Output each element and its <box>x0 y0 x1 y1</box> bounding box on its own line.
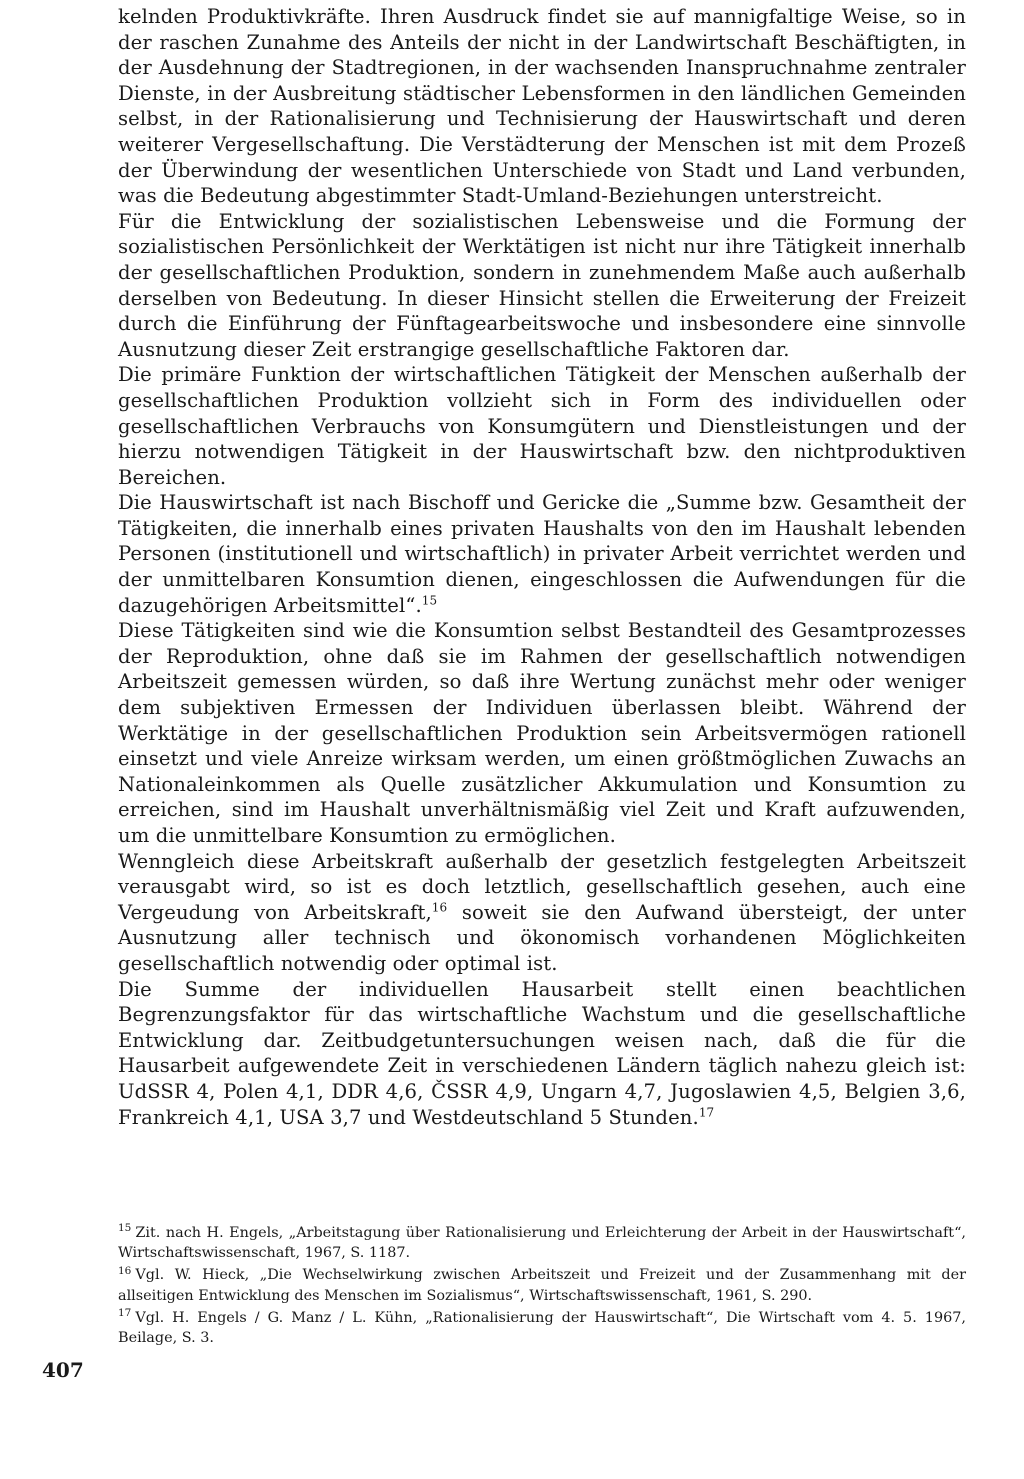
paragraph <box>118 618 966 848</box>
footnote-ref-16[interactable]: 16 <box>431 900 448 915</box>
paragraph-text: Die Summe der individuellen Hausarbeit stellt einen beachtlichen Begrenzungsfaktor für das wirtschaftliche Wachstum und die gesellschaftliche Entwicklung dar. Zeitbudgetuntersuchungen weisen nach, daß die für die Hausarbeit aufgewendete Zeit in verschiedenen Ländern täglich nahezu gleich ist: UdSSR 4, Polen 4,1, DDR 4,6, ČSSR 4,9, Ungarn 4,7, Jugoslawien 4,5, Belgien 3,6, Frankreich 4,1, USA 3,7 und Westdeutschland 5 Stunden. <box>118 977 966 1129</box>
paragraph-text: Die Hauswirtschaft ist nach Bischoff und Gericke die „Summe bzw. Gesamtheit der Tätigkeiten, die innerhalb eines privaten Haushalts von den im Haushalt lebenden Personen (institutionell und wirtschaftlich) in privater Arbeit verrichtet werden und der unmittelbaren Konsumtion dienen, eingeschlossen die Aufwendungen für die dazugehörigen Arbeitsmittel“. <box>118 491 966 617</box>
footnote-ref-17[interactable]: 17 <box>698 1105 715 1119</box>
paragraph <box>118 4 966 209</box>
footnote-number: 16 <box>118 1264 132 1277</box>
paragraph <box>118 209 966 363</box>
paragraph <box>118 849 966 977</box>
paragraph-text: soweit sie den Aufwand übersteigt, der unter Ausnutzung aller technisch und ökonomisch vorhandenen Möglichkeiten gesellschaftlich notwendig oder optimal ist. <box>118 900 966 975</box>
paragraph <box>118 977 966 1131</box>
footnote-15 <box>118 1223 966 1264</box>
footnote-number: 15 <box>118 1222 132 1235</box>
paragraph-text: Wenngleich diese Arbeitskraft außerhalb der gesetzlich festgelegten Arbeitszeit verausgabt wird, so ist es doch letztlich, gesellschaftlich gesehen, auch eine Vergeudung von Arbeitskraft, <box>118 849 966 924</box>
footnote-number: 17 <box>118 1307 132 1320</box>
footnote-text: Vgl. H. Engels / G. Manz / L. Kühn, „Rationalisierung der Hauswirtschaft“, Die Wirtschaft vom 4. 5. 1967, Beilage, S. 3. <box>118 1309 966 1347</box>
page-number: 407 <box>42 1358 84 1382</box>
footnote-17 <box>118 1308 966 1349</box>
footnote-ref-15[interactable]: 15 <box>421 593 438 608</box>
paragraph <box>118 490 966 618</box>
footnote-text: Zit. nach H. Engels, „Arbeitstagung über Rationalisierung und Erleichterung der Arbeit in der Hauswirtschaft“, Wirtschaftswissenschaft, 1967, S. 1187. <box>118 1225 966 1262</box>
paragraph-text: Die primäre Funktion der wirtschaftlichen Tätigkeit der Menschen außerhalb der gesellschaftlichen Produktion vollzieht sich in Form des individuellen oder gesellschaftlichen Verbrauchs von Konsumgütern und Dienstleistungen und der hierzu notwendigen Tätigkeit in der Hauswirtschaft bzw. den nichtproduktiven Bereichen. <box>118 363 966 489</box>
paragraph <box>118 362 966 490</box>
body-text <box>118 4 966 1130</box>
footnotes <box>118 1223 966 1350</box>
paragraph-text: kelnden Produktivkräfte. Ihren Ausdruck findet sie auf mannigfaltige Weise, so in der raschen Zunahme des Anteils der nicht in der Landwirtschaft Beschäftigten, in der Ausdehnung der Stadtregionen, in der wachsenden Inanspruchnahme zentraler Dienste, in der Ausbreitung städtischer Lebensformen in den ländlichen Gemeinden selbst, in der Rationalisierung und Technisierung der Hauswirtschaft und deren weiterer Vergesellschaftung. Die Verstädterung der Menschen ist mit dem Prozeß der Überwindung der wesentlichen Unterschiede von Stadt und Land verbunden, was die Bedeutung abgestimmter Stadt-Umland-Beziehungen unterstreicht. <box>118 5 966 208</box>
paragraph-text: Diese Tätigkeiten sind wie die Konsumtion selbst Bestandteil des Gesamtprozesses der Reproduktion, ohne daß sie im Rahmen der gesellschaftlich notwendigen Arbeitszeit gemessen würden, so daß ihre Wertung zunächst mehr oder weniger dem subjektiven Ermessen der Individuen überlassen bleibt. Während der Werktätige in der gesellschaftlichen Produktion sein Arbeitsvermögen rationell einsetzt und viele Anreize wirksam werden, um einen größtmöglichen Zuwachs an Nationaleinkommen als Quelle zusätzlicher Akkumulation und Konsumtion zu erreichen, sind im Haushalt unverhältnismäßig viel Zeit und Kraft aufzuwenden, um die unmittelbare Konsumtion zu ermöglichen. <box>118 619 966 847</box>
paragraph-text: Für die Entwicklung der sozialistischen Lebensweise und die Formung der sozialistischen Persönlichkeit der Werktätigen ist nicht nur ihre Tätigkeit innerhalb der gesellschaftlichen Produktion, sondern in zunehmendem Maße auch außerhalb derselben von Bedeutung. In dieser Hinsicht stellen die Erweiterung der Freizeit durch die Einführung der Fünftagearbeitswoche und insbesondere eine sinnvolle Ausnutzung dieser Zeit erstrangige gesellschaftliche Faktoren dar. <box>118 209 966 361</box>
footnote-16 <box>118 1265 966 1306</box>
footnote-text: Vgl. W. Hieck, „Die Wechselwirkung zwischen Arbeitszeit und Freizeit und der Zusammenhang mit der allseitigen Entwicklung des Menschen im Sozialismus“, Wirtschaftswissenschaft, 1961, S. 290. <box>118 1267 966 1304</box>
